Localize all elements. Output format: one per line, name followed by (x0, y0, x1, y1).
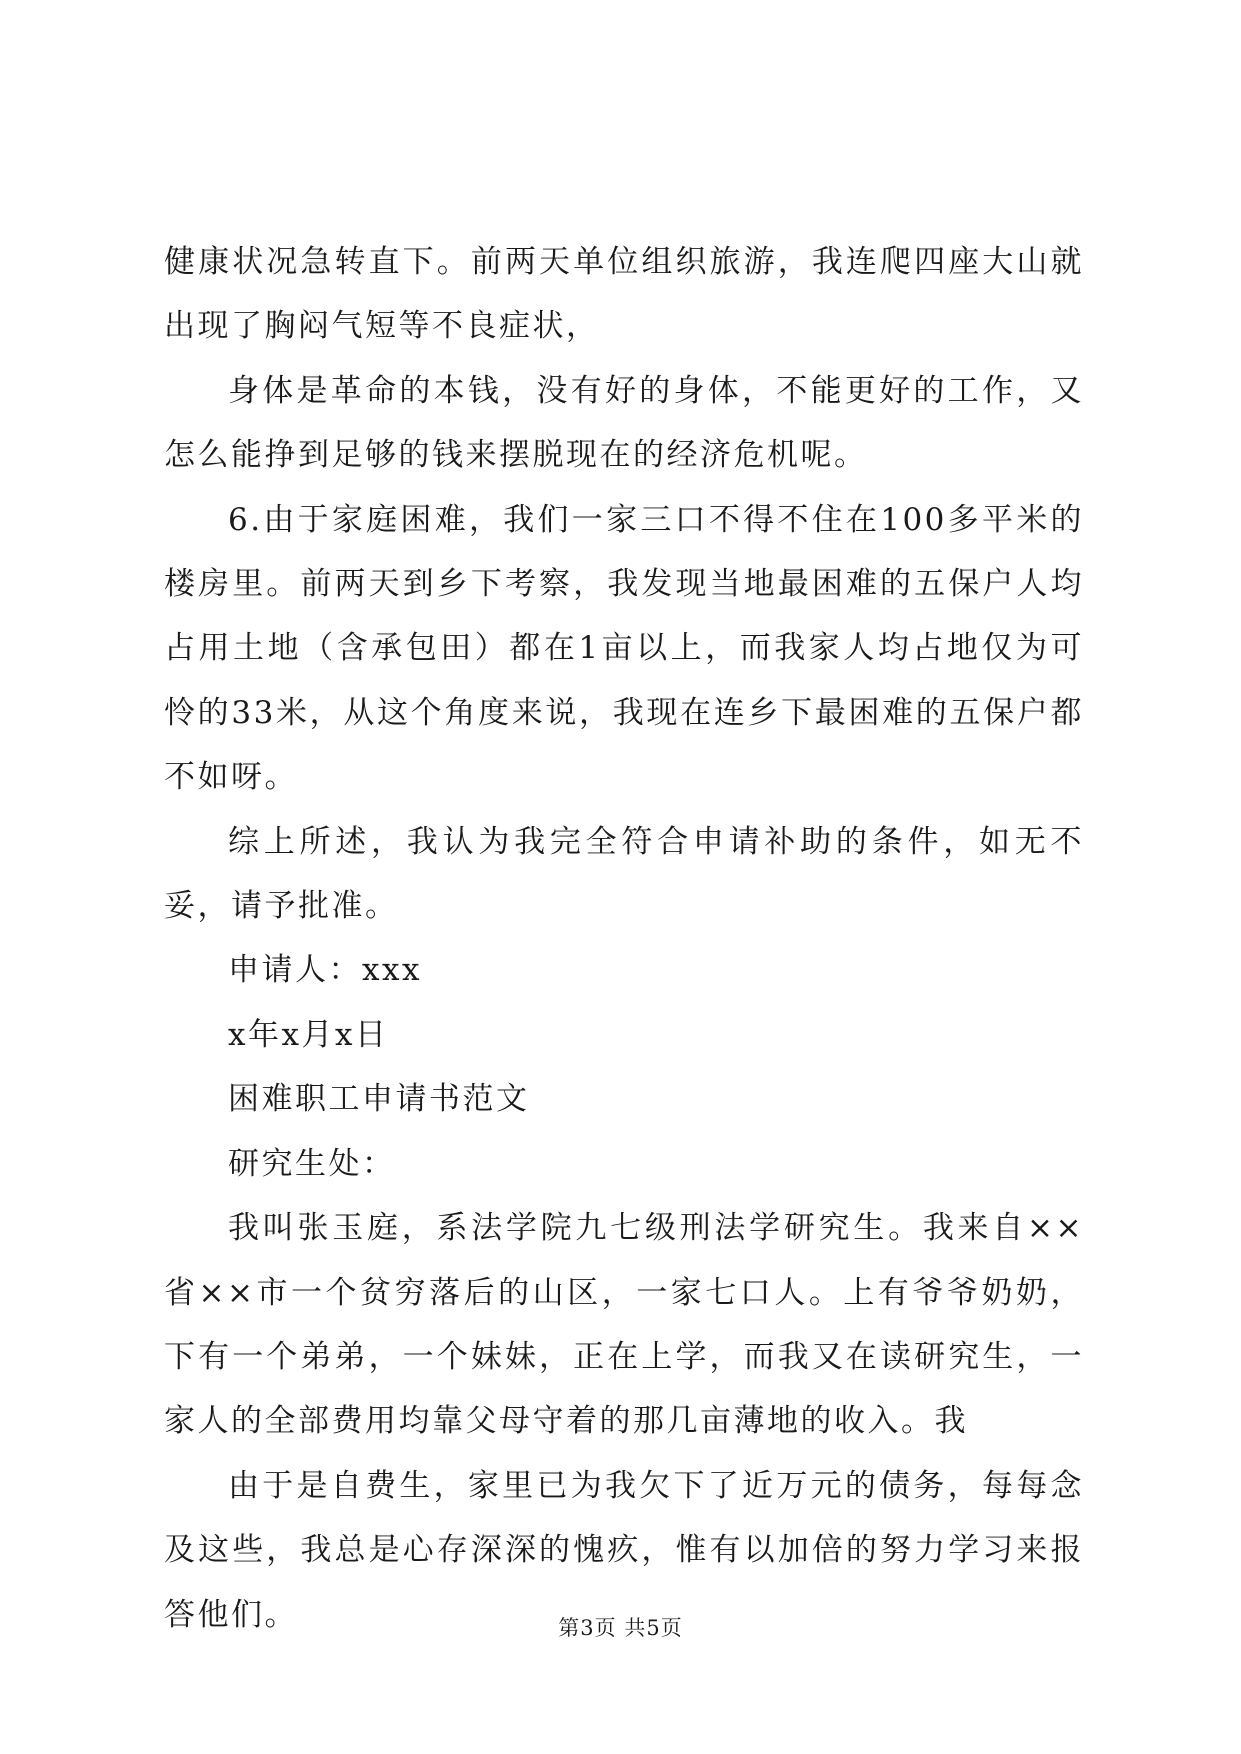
paragraph-9: 我叫张玉庭，系法学院九七级刑法学研究生。我来自××省××市一个贫穷落后的山区，一家七口人。上有爷爷奶奶，下有一个弟弟，一个妹妹，正在上学，而我又在读研究生，一家人的全部费用均靠父母守着的那几亩薄地的收入。我 (164, 1210, 1084, 1440)
paragraph-2: 身体是革命的本钱，没有好的身体，不能更好的工作，又怎么能挣到足够的钱来摆脱现在的经济危机呢。 (164, 372, 1084, 474)
paragraph-3: 6.由于家庭困难，我们一家三口不得不住在100多平米的楼房里。前两天到乡下考察，我发现当地最困难的五保户人均占用土地（含承包田）都在1亩以上，而我家人均占地仅为可怜的33米，从这个角度来说，我现在连乡下最困难的五保户都不如呀。 (164, 501, 1084, 796)
paragraph-10: 由于是自费生，家里已为我欠下了近万元的债务，每每念及这些，我总是心存深深的愧疚，惟有以加倍的努力学习来报答他们。 (164, 1467, 1084, 1633)
salutation: 研究生处： (228, 1145, 396, 1182)
section-title: 困难职工申请书范文 (228, 1081, 530, 1118)
document-body (164, 230, 1084, 1647)
paragraph-4: 综上所述，我认为我完全符合申请补助的条件，如无不妥，请予批准。 (164, 823, 1084, 925)
date-line: x年x月x日 (228, 1016, 389, 1053)
page-number-footer: 第3页 共5页 (558, 1616, 683, 1640)
applicant-line: 申请人：xxx (228, 952, 422, 989)
paragraph-1: 健康状况急转直下。前两天单位组织旅游，我连爬四座大山就出现了胸闷气短等不良症状， (164, 244, 1084, 345)
